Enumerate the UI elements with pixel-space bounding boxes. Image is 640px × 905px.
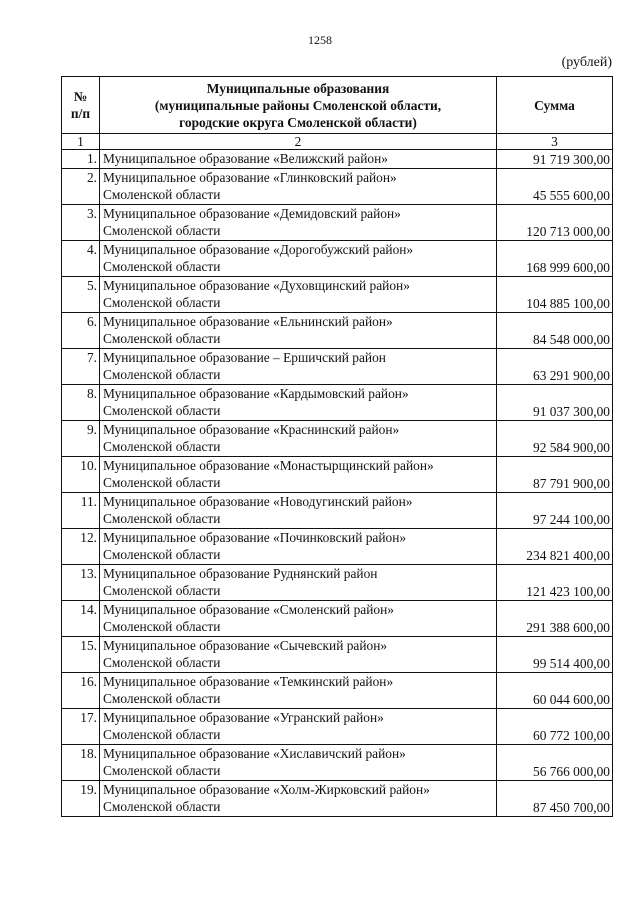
allocation-sum: 56 766 000,00 [497,745,613,781]
allocation-sum: 45 555 600,00 [497,169,613,205]
municipality-name: Муниципальное образование «Смоленский район» Смоленской области [100,601,497,637]
row-number: 16. [62,673,100,709]
municipality-name: Муниципальное образование «Кардымовский район» Смоленской области [100,385,497,421]
table-header [62,77,613,150]
allocation-sum: 92 584 900,00 [497,421,613,457]
allocation-sum: 168 999 600,00 [497,241,613,277]
column-number: 1 [62,134,100,150]
allocation-sum: 87 791 900,00 [497,457,613,493]
table-row [62,457,613,493]
table-row [62,529,613,565]
allocation-sum: 60 044 600,00 [497,673,613,709]
table-row [62,150,613,169]
table-row [62,601,613,637]
municipality-name: Муниципальное образование «Глинковский район» Смоленской области [100,169,497,205]
column-numbers-row [62,134,613,150]
table-row [62,565,613,601]
allocation-sum: 97 244 100,00 [497,493,613,529]
header-row [62,77,613,134]
municipality-name: Муниципальное образование «Сычевский район» Смоленской области [100,637,497,673]
municipality-name: Муниципальное образование «Монастырщинский район» Смоленской области [100,457,497,493]
allocation-sum: 104 885 100,00 [497,277,613,313]
municipality-name: Муниципальное образование «Краснинский район» Смоленской области [100,421,497,457]
row-number: 14. [62,601,100,637]
allocation-sum: 291 388 600,00 [497,601,613,637]
table-row [62,277,613,313]
table-body [62,150,613,817]
allocation-sum: 99 514 400,00 [497,637,613,673]
row-number: 2. [62,169,100,205]
currency-unit-note: (рублей) [561,55,612,70]
municipality-name: Муниципальное образование «Холм-Жирковский район» Смоленской области [100,781,497,817]
row-number: 12. [62,529,100,565]
allocation-sum: 91 719 300,00 [497,150,613,169]
municipality-name: Муниципальное образование «Угранский район» Смоленской области [100,709,497,745]
row-number: 18. [62,745,100,781]
allocation-sum: 87 450 700,00 [497,781,613,817]
table-row [62,421,613,457]
table-row [62,637,613,673]
allocation-sum: 60 772 100,00 [497,709,613,745]
row-number: 3. [62,205,100,241]
municipality-name: Муниципальное образование – Ершичский район Смоленской области [100,349,497,385]
municipality-name: Муниципальное образование «Демидовский район» Смоленской области [100,205,497,241]
municipality-name: Муниципальное образование Руднянский район Смоленской области [100,565,497,601]
row-number: 7. [62,349,100,385]
row-number: 19. [62,781,100,817]
municipality-name: Муниципальное образование «Духовщинский район» Смоленской области [100,277,497,313]
budget-allocation-table [61,76,613,817]
table-row [62,169,613,205]
table-row [62,241,613,277]
table-row [62,385,613,421]
header-number: № п/п [62,77,100,134]
row-number: 8. [62,385,100,421]
municipality-name: Муниципальное образование «Новодугинский район» Смоленской области [100,493,497,529]
row-number: 11. [62,493,100,529]
row-number: 9. [62,421,100,457]
allocation-sum: 121 423 100,00 [497,565,613,601]
table-row [62,349,613,385]
row-number: 5. [62,277,100,313]
table-row [62,205,613,241]
row-number: 6. [62,313,100,349]
row-number: 13. [62,565,100,601]
table-row [62,745,613,781]
header-municipality: Муниципальные образования (муниципальные районы Смоленской области, городские округа Смоленской области) [100,77,497,134]
municipality-name: Муниципальное образование «Дорогобужский район» Смоленской области [100,241,497,277]
allocation-sum: 234 821 400,00 [497,529,613,565]
table-row [62,493,613,529]
page-number: 1258 [308,33,332,47]
table-row [62,673,613,709]
row-number: 15. [62,637,100,673]
column-number: 3 [497,134,613,150]
municipality-name: Муниципальное образование «Ельнинский район» Смоленской области [100,313,497,349]
municipality-name: Муниципальное образование «Темкинский район» Смоленской области [100,673,497,709]
allocation-sum: 63 291 900,00 [497,349,613,385]
table-row [62,709,613,745]
table-row [62,313,613,349]
column-number: 2 [100,134,497,150]
allocation-sum: 84 548 000,00 [497,313,613,349]
row-number: 10. [62,457,100,493]
row-number: 1. [62,150,100,169]
row-number: 4. [62,241,100,277]
header-sum: Сумма [497,77,613,134]
table-row [62,781,613,817]
allocation-sum: 120 713 000,00 [497,205,613,241]
municipality-name: Муниципальное образование «Велижский район» [100,150,497,169]
municipality-name: Муниципальное образование «Хиславичский район» Смоленской области [100,745,497,781]
row-number: 17. [62,709,100,745]
municipality-name: Муниципальное образование «Починковский район» Смоленской области [100,529,497,565]
allocation-sum: 91 037 300,00 [497,385,613,421]
